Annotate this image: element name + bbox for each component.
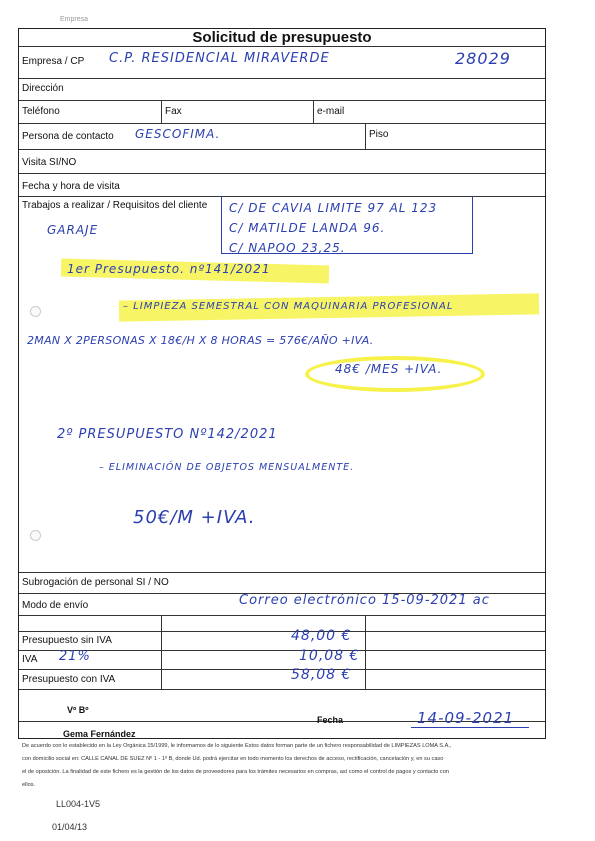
price-2: 50€/M +IVA. (133, 507, 256, 528)
row-divider (19, 149, 545, 150)
email-label: e-mail (317, 106, 345, 117)
row-divider (19, 78, 545, 79)
legal-text: De acuerdo con lo establecido en la Ley Orgánica 15/1999, le informamos de lo siguiente Estos datos forman parte de un fichero responsabilidad de LIMPIEZAS LOMA S.A., (22, 743, 452, 749)
signer-name: Gema Fernández (63, 729, 136, 739)
row-divider (19, 631, 545, 632)
trabajos-label: Trabajos a realizar / Requisitos del cliente (22, 200, 208, 211)
fecha-visita-label: Fecha y hora de visita (22, 181, 120, 192)
piso-label: Piso (369, 129, 389, 140)
modo-envio-label: Modo de envío (22, 600, 89, 611)
empresa-stamp: Empresa (60, 16, 89, 23)
col-divider (161, 615, 162, 689)
contacto-label: Persona de contacto (22, 131, 114, 142)
direccion-label: Dirección (22, 83, 64, 94)
modo-envio-value: Correo electrónico 15-09-2021 ac (239, 593, 490, 608)
iva-value: 10,08 € (299, 648, 360, 664)
row-divider (19, 173, 545, 174)
cp-value: 28029 (455, 49, 511, 68)
form-date: 01/04/13 (52, 822, 88, 832)
budget-1-title: 1er Presupuesto. nº141/2021 (67, 262, 271, 276)
fecha-label: Fecha (317, 715, 344, 725)
telefono-label: Teléfono (22, 106, 60, 117)
visita-label: Visita SI/NO (22, 157, 77, 168)
legal-text: ellos. (22, 782, 36, 788)
garaje-text: GARAJE (47, 223, 99, 237)
vobo-label: Vº Bº (67, 705, 89, 715)
fax-label: Fax (165, 106, 182, 117)
legal-text: el de oposición. La finalidad de este fichero es la gestión de los datos de proveedores para los trámites necesarios en compras, así como el control de pagos y contacto con (22, 769, 449, 775)
col-divider (161, 100, 162, 123)
address-line: C/ MATILDE LANDA 96. (229, 221, 386, 235)
empresa-value: C.P. RESIDENCIAL MIRAVERDE (109, 51, 330, 66)
subrogacion-label: Subrogación de personal SI / NO (22, 577, 169, 588)
service-line-1: – LIMPIEZA SEMESTRAL CON MAQUINARIA PROFESIONAL (123, 301, 454, 312)
fecha-value: 14-09-2021 (417, 709, 515, 727)
budget-request-form (18, 28, 546, 739)
legal-text: con domicilio social en: CALLE CANAL DE SUEZ Nº 1 - 1º B, donde Ud. podrá ejercitar en todo momento los derechos de acceso, rectificación, cancelación y, en su caso (22, 756, 444, 762)
punch-hole (30, 530, 41, 541)
row-divider (19, 100, 545, 101)
con-iva-label: Presupuesto con IVA (22, 674, 116, 685)
service-line-2: – ELIMINACIÓN DE OBJETOS MENSUALMENTE. (99, 462, 355, 473)
row-divider (19, 689, 545, 690)
iva-rate: 21% (59, 649, 91, 664)
page-title: Solicitud de presupuesto (192, 29, 372, 46)
budget-2-title: 2º PRESUPUESTO Nº142/2021 (57, 427, 278, 442)
address-line: C/ DE CAVIA LIMITE 97 AL 123 (229, 201, 438, 215)
sin-iva-label: Presupuesto sin IVA (22, 635, 112, 646)
sin-iva-value: 48,00 € (291, 628, 352, 644)
col-divider (313, 100, 314, 123)
row-divider (19, 123, 545, 124)
calculation-line: 2MAN X 2PERSONAS X 18€/H X 8 HORAS = 576€/AÑO +IVA. (27, 334, 374, 347)
date-underline (411, 727, 529, 728)
col-divider (365, 615, 366, 689)
iva-label: IVA (22, 654, 38, 665)
empresa-label: Empresa / CP (22, 56, 85, 67)
row-divider (19, 669, 545, 670)
contacto-value: GESCOFIMA. (135, 127, 221, 141)
con-iva-value: 58,08 € (291, 667, 352, 683)
row-divider (19, 46, 545, 47)
monthly-price: 48€ /MES +IVA. (335, 362, 443, 376)
row-divider (19, 572, 545, 573)
punch-hole (30, 306, 41, 317)
address-line: C/ NAPOO 23,25. (229, 241, 346, 255)
row-divider (19, 650, 545, 651)
col-divider (365, 123, 366, 149)
form-code: LL004-1V5 (56, 799, 101, 809)
row-divider (19, 615, 545, 616)
